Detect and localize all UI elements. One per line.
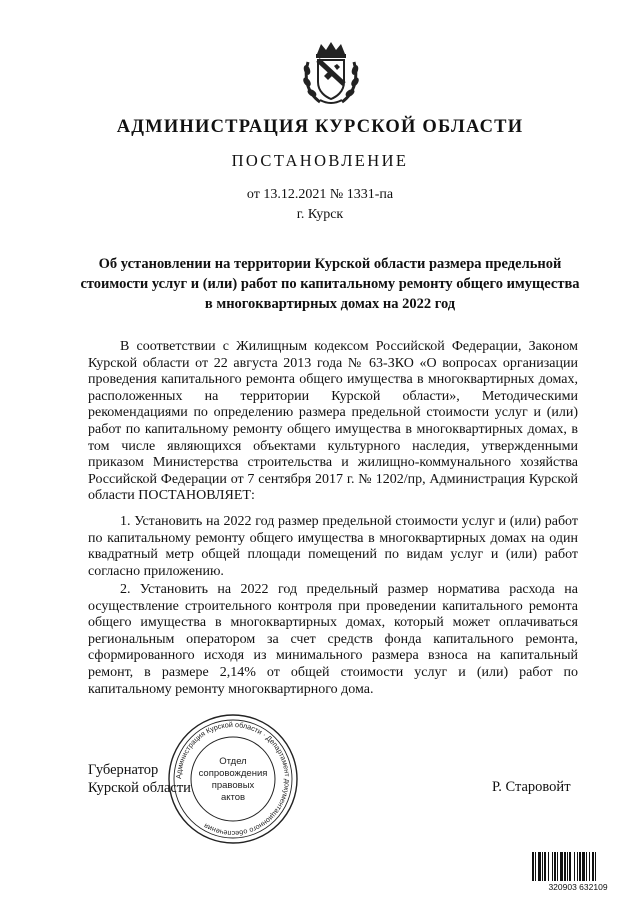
barcode-bar <box>535 852 536 881</box>
barcode-bar <box>577 852 578 881</box>
barcode-number: 320903 632109 <box>548 882 608 892</box>
barcode-bar <box>592 852 594 881</box>
barcode-bar <box>569 852 571 881</box>
barcode-bar <box>567 852 568 881</box>
barcode-bar <box>574 852 575 881</box>
stamp-inner-line3: правовых <box>211 780 255 791</box>
barcode-bar <box>557 852 558 881</box>
stamp-inner-line4: актов <box>220 792 246 803</box>
paragraph-item-2: 2. Установить на 2022 год предельный размер норматива расхода на осуществление строительного контроля при проведении капитального ремонта общего имущества в многоквартирных домах, который может оплачиваться региональным оператором за счет средств фонда капитального ремонта, сформированного исходя из минимального размера взноса на капитальный ремонт, в размере 2,14% от общей стоимости услуг и (или) работ по капитальному ремонту многоквартирного дома. <box>88 582 578 697</box>
barcode-bar <box>544 852 546 881</box>
barcode-bar <box>542 852 543 881</box>
barcode-bar <box>532 852 534 881</box>
document-date-number: от 13.12.2021 № 1331-па <box>246 187 394 202</box>
barcode <box>530 852 626 892</box>
barcode-bar <box>586 852 587 881</box>
document-city: г. Курск <box>296 207 344 222</box>
barcode-bar <box>538 852 541 881</box>
barcode-bar <box>548 852 549 881</box>
document-title: Об установлении на территории Курской области размера предельной стоимости услуг и (или) работ по капитальному ремонту общего имущества в многоквартирных домах на 2022 год <box>80 256 580 312</box>
official-stamp <box>166 712 300 846</box>
barcode-bar <box>582 852 585 881</box>
barcode-bar <box>560 852 563 881</box>
coat-of-arms-icon <box>302 40 360 106</box>
barcode-bar <box>595 852 596 881</box>
stamp-ring-text: Администрация Курской области · Департамент документационного обеспечения <box>173 719 293 839</box>
signatory-position-line2: Курской области <box>88 780 191 796</box>
stamp-inner-line2: сопровождения <box>198 768 268 779</box>
barcode-bar <box>579 852 581 881</box>
signatory-position-line1: Губернатор <box>88 762 159 778</box>
stamp-inner-line1: Отдел <box>219 756 247 767</box>
barcode-bar <box>554 852 556 881</box>
document-type: ПОСТАНОВЛЕНИЕ <box>231 151 409 170</box>
paragraph-preamble: В соответствии с Жилищным кодексом Российской Федерации, Законом Курской области от 22 августа 2013 года № 63-ЗКО «О вопросах организации проведения капитального ремонта общего имущества в многоквартирных домах, расположенных на территории Курской области», Методическими рекомендациями по определению размера предельной стоимости услуг и (или) работ по капитальному ремонту общего имущества в многоквартирных домах, в том числе являющихся объектами культурного наследия, утвержденными приказом Министерства строительства и жилищно-коммунального хозяйства Российской Федерации от 7 сентября 2017 г. № 1202/пр, Администрация Курской области ПОСТАНОВЛЯЕТ: <box>88 339 578 504</box>
barcode-bar <box>589 852 590 881</box>
organization-name: АДМИНИСТРАЦИЯ КУРСКОЙ ОБЛАСТИ <box>116 117 524 137</box>
barcode-bar <box>564 852 566 881</box>
barcode-bar <box>552 852 553 881</box>
paragraph-item-1: 1. Установить на 2022 год размер предельной стоимости услуг и (или) работ по капитальному ремонту общего имущества в многоквартирных домах на один квадратный метр общей площади помещений по видам услуг и (или) работ согласно приложению. <box>88 514 578 579</box>
signatory-name: Р. Старовойт <box>492 779 571 795</box>
